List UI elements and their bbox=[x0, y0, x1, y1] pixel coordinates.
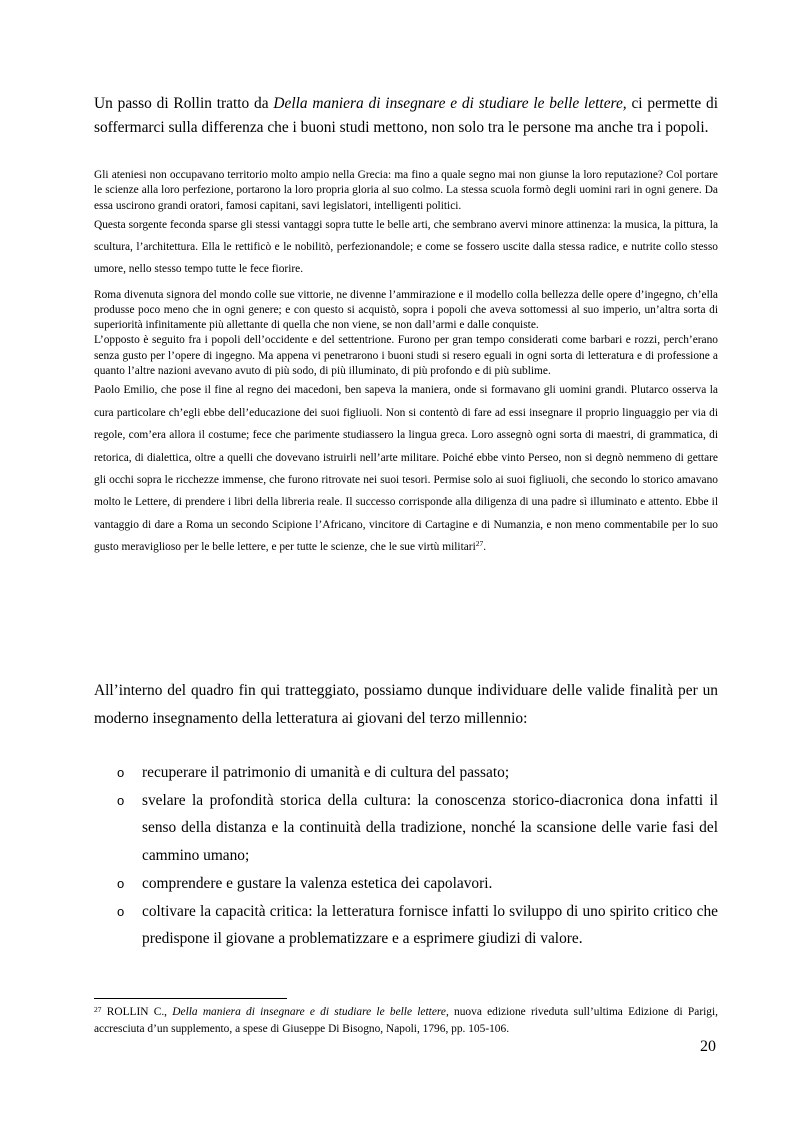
footnote bbox=[94, 1004, 718, 1037]
footnote-author: ROLLIN C., bbox=[101, 1006, 173, 1018]
bullet-marker: o bbox=[117, 765, 125, 780]
intro-book-title: Della maniera di insegnare e di studiare le belle lettere, bbox=[273, 95, 627, 112]
quote-paragraph-2: Questa sorgente feconda sparse gli stessi vantaggi sopra tutte le belle arti, che sembrano avervi minore attinenza: la musica, la pittura, la scultura, l’architettura. Ella le rettificò e le nobilitò, perfezionandole; e come se fossero uscite dalla stessa radice, e nutrite collo stesso umore, nello stesso tempo tutte le fece fiorire. bbox=[94, 218, 718, 276]
list-item bbox=[94, 898, 718, 952]
bullet-marker: o bbox=[117, 875, 125, 891]
quote-paragraph-5 bbox=[94, 379, 718, 558]
list-item-text: svelare la profondità storica della cultura: la conoscenza storico-diacronica dona infatti il senso della distanza e la continuità della tradizione, nonché la scansione delle varie fasi del cammino umano; bbox=[142, 792, 718, 864]
quote-end-punctuation: . bbox=[483, 541, 487, 554]
list-item-text: comprendere e gustare la valenza estetica dei capolavori. bbox=[142, 874, 493, 892]
footnote-separator bbox=[94, 998, 287, 999]
list-item bbox=[94, 787, 718, 869]
footnote-reference[interactable]: 27 bbox=[475, 539, 484, 549]
quote-paragraph-3: Roma divenuta signora del mondo colle sue vittorie, ne divenne l’ammirazione e il modello colla bellezza delle opere d’ingegno, ch’ella produsse poco meno che in ogni genere; e con questo si acquistò, sopra i popoli che aveva sottomessi al suo imperio, un’altra sorta di superiorità infinitamente più allettante di quella che non viene, se non dall’armi e dalle conquiste. bbox=[94, 288, 718, 332]
intro-text-end: ci permette di soffermarci sulla differenza che i buoni studi mettono, non solo tra le persone ma anche tra i popoli. bbox=[94, 95, 718, 136]
list-item-text: coltivare la capacità critica: la letteratura fornisce infatti lo sviluppo di uno spirito critico che predispone il giovane a problematizzare e a esprimere giudizi di valore. bbox=[142, 903, 718, 948]
bullet-marker: o bbox=[117, 904, 125, 920]
footnote-details: , nuova edizione riveduta sull’ultima Edizione di Parigi, accresciuta d’un supplemento, a spese di Giuseppe Di Bisogno, Napoli, 1796, pp. 105-106. bbox=[94, 1006, 718, 1035]
page-number: 20 bbox=[700, 1038, 716, 1055]
list-item bbox=[94, 870, 718, 897]
list-item bbox=[94, 759, 718, 786]
goals-list bbox=[94, 759, 718, 953]
intro-paragraph bbox=[94, 92, 718, 139]
bullet-marker: o bbox=[117, 793, 125, 809]
footnote-number: 27 bbox=[94, 1005, 102, 1014]
footnote-book-title: Della maniera di insegnare e di studiare le belle lettere bbox=[172, 1006, 446, 1018]
list-item-text: recuperare il patrimonio di umanità e di cultura del passato; bbox=[142, 764, 510, 781]
block-quote bbox=[94, 168, 718, 559]
quote-paragraph-4: L’opposto è seguito fra i popoli dell’occidente e del settentrione. Furono per gran tempo considerati come barbari e rozzi, perch’erano senza gusto per l’opere di ingegno. Ma appena vi penetrarono i buoni studi si resero eguali in ogni sorta di letteratura e di professione a quanto l’altre nazioni avevano avuto di più sodo, di più illuminato, di più profondo e di più sublime. bbox=[94, 334, 718, 377]
conclusion-paragraph: All’interno del quadro fin qui tratteggiato, possiamo dunque individuare delle valide finalità per un moderno insegnamento della letteratura ai giovani del terzo millennio: bbox=[94, 682, 718, 727]
intro-text-start: Un passo di Rollin tratto da bbox=[94, 95, 274, 112]
quote-paragraph-5-text: Paolo Emilio, che pose il fine al regno dei macedoni, ben sapeva la maniera, onde si formavano gli uomini grandi. Plutarco osserva la cura particolare ch’egli ebbe dell’educazione dei suoi figliuoli. Non si contentò di fare ad essi insegnare il proprio linguaggio per via di regole, com’era allora il costume; fece che parimente studiassero la lingua greca. Loro assegnò ogni sorta di maestri, di grammatica, di retorica, di dialettica, oltre a quelli che dovevano istruirli nell’arte militare. Poiché ebbe vinto Perseo, non si degnò nemmeno di gettare gli occhi sopra le ricchezze immense, che furono ritrovate nei suoi tesori. Permise solo ai suoi figliuoli, che secondo lo storico amavano molto le Lettere, di prendere i libri della libreria reale. Il successo corrisponde alla diligenza di una padre sì illuminato e attento. Ebbe il vantaggio di dare a Roma un secondo Scipione l’Africano, vincitore di Cartagine e di Numanzia, e non meno commentabile per lo suo gusto meraviglioso per le belle lettere, e per tutte le scienze, che le sue virtù militari bbox=[94, 384, 718, 554]
quote-paragraph-1: Gli ateniesi non occupavano territorio molto ampio nella Grecia: ma fino a quale segno mai non giunse la loro reputazione? Col portare le scienze alla loro perfezione, portarono la loro propria gloria al suo colmo. La stessa scuola formò degli uomini rari in ogni genere. Da essa uscirono grandi oratori, famosi capitani, savi legislatori, intelligenti politici. bbox=[94, 169, 718, 212]
